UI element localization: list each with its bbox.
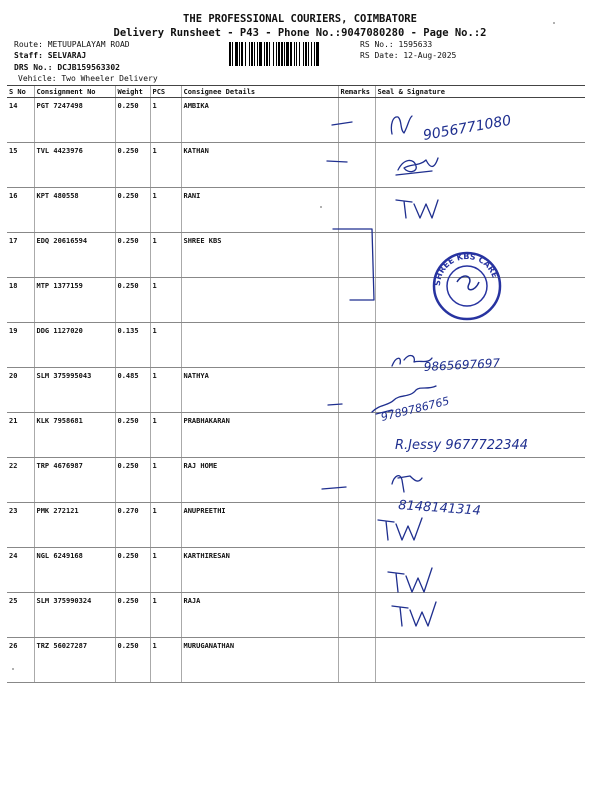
remark-bracket <box>333 229 374 300</box>
col-remarks: Remarks <box>338 86 375 98</box>
signature-tw <box>396 200 438 218</box>
scan-speck <box>320 206 322 208</box>
cell-weight: 0.250 <box>115 278 150 323</box>
runsheet-subtitle: Delivery Runsheet - P43 - Phone No.:9047080280 - Page No.:2 <box>113 27 487 39</box>
cell-consignment: NGL 6249168 <box>34 548 115 593</box>
cell-consignment: SLM 375995043 <box>34 368 115 413</box>
cell-consignee: SHREE KBS <box>181 233 338 278</box>
signature-tw <box>392 602 436 626</box>
cell-weight: 0.250 <box>115 413 150 458</box>
vehicle-label: Vehicle: Two Wheeler Delivery <box>18 74 158 83</box>
signature-number: 8148141314 <box>397 498 482 519</box>
cell-sno: 14 <box>7 98 34 143</box>
cell-weight: 0.270 <box>115 503 150 548</box>
col-weight: Weight <box>115 86 150 98</box>
cell-pcs: 1 <box>150 458 181 503</box>
cell-consignment: MTP 1377159 <box>34 278 115 323</box>
cell-sno: 23 <box>7 503 34 548</box>
cell-consignee: RANI <box>181 188 338 233</box>
rs-date: RS Date: 12-Aug-2025 <box>360 51 457 60</box>
cell-weight: 0.250 <box>115 143 150 188</box>
cell-pcs: 1 <box>150 503 181 548</box>
signature-number: 9056771080 <box>421 112 513 144</box>
remark-mark <box>328 404 342 405</box>
cell-consignee: KARTHIRESAN <box>181 548 338 593</box>
cell-weight: 0.485 <box>115 368 150 413</box>
signature-tw <box>388 568 432 592</box>
cell-consignee: RAJA <box>181 593 338 638</box>
cell-weight: 0.250 <box>115 98 150 143</box>
cell-pcs: 1 <box>150 98 181 143</box>
signature-number: R.Jessy 9677722344 <box>395 438 529 453</box>
cell-sno: 24 <box>7 548 34 593</box>
cell-consignment: TRZ 56027287 <box>34 638 115 683</box>
cell-weight: 0.250 <box>115 638 150 683</box>
stamp-text: SHREE KBS CARE <box>432 251 500 287</box>
stamp <box>433 252 500 319</box>
cell-weight: 0.250 <box>115 233 150 278</box>
cell-consignment: PMK 272121 <box>34 503 115 548</box>
cell-pcs: 1 <box>150 368 181 413</box>
cell-sno: 18 <box>7 278 34 323</box>
col-consignment: Consignment No <box>34 86 115 98</box>
remark-mark <box>332 122 352 125</box>
cell-weight: 0.250 <box>115 593 150 638</box>
signature-scribble <box>391 116 412 134</box>
cell-consignment: PGT 7247498 <box>34 98 115 143</box>
cell-sno: 21 <box>7 413 34 458</box>
cell-sno: 20 <box>7 368 34 413</box>
route-label: Route: METUUPALAYAM ROAD <box>14 40 130 49</box>
rs-number: RS No.: 1595633 <box>360 40 433 49</box>
cell-consignment: EDQ 20616594 <box>34 233 115 278</box>
cell-consignment: KLK 7958681 <box>34 413 115 458</box>
cell-pcs: 1 <box>150 233 181 278</box>
cell-sno: 19 <box>7 323 34 368</box>
cell-consignee: AMBIKA <box>181 98 338 143</box>
cell-consignment: TVL 4423976 <box>34 143 115 188</box>
staff-label: Staff: SELVARAJ <box>14 51 87 60</box>
remark-mark <box>322 487 346 489</box>
drs-number: DRS No.: DCJB159563302 <box>14 63 120 72</box>
cell-pcs: 1 <box>150 188 181 233</box>
cell-consignee: KATHAN <box>181 143 338 188</box>
cell-pcs: 1 <box>150 593 181 638</box>
cell-pcs: 1 <box>150 413 181 458</box>
cell-pcs: 1 <box>150 278 181 323</box>
col-pcs: PCS <box>150 86 181 98</box>
remark-mark <box>327 161 347 162</box>
scan-speck <box>12 668 14 670</box>
cell-pcs: 1 <box>150 323 181 368</box>
cell-sno: 26 <box>7 638 34 683</box>
col-sno: S No <box>7 86 34 98</box>
signature-scribble <box>392 476 422 492</box>
cell-weight: 0.135 <box>115 323 150 368</box>
signature-scribble <box>398 158 438 172</box>
col-signature: Seal & Signature <box>375 86 585 98</box>
cell-consignee: NATHYA <box>181 368 338 413</box>
cell-sno: 15 <box>7 143 34 188</box>
cell-sno: 16 <box>7 188 34 233</box>
cell-consignee: PRABHAKARAN <box>181 413 338 458</box>
signature-number: 9789786765 <box>379 394 451 424</box>
signature-number: 9865697697 <box>423 356 501 374</box>
cell-sno: 17 <box>7 233 34 278</box>
cell-pcs: 1 <box>150 548 181 593</box>
cell-weight: 0.250 <box>115 188 150 233</box>
company-title: THE PROFESSIONAL COURIERS, COIMBATORE <box>183 13 417 25</box>
cell-consignment: DDG 1127020 <box>34 323 115 368</box>
cell-consignee: ANUPREETHI <box>181 503 338 548</box>
cell-pcs: 1 <box>150 638 181 683</box>
signature-tw <box>378 518 422 540</box>
scan-speck <box>553 22 555 24</box>
cell-consignment: KPT 480558 <box>34 188 115 233</box>
cell-consignee: RAJ HOME <box>181 458 338 503</box>
cell-consignment: SLM 375990324 <box>34 593 115 638</box>
cell-weight: 0.250 <box>115 458 150 503</box>
cell-pcs: 1 <box>150 143 181 188</box>
cell-sno: 25 <box>7 593 34 638</box>
col-consignee: Consignee Details <box>181 86 338 98</box>
cell-consignment: TRP 4676987 <box>34 458 115 503</box>
cell-sno: 22 <box>7 458 34 503</box>
cell-weight: 0.250 <box>115 548 150 593</box>
cell-consignee: MURUGANATHAN <box>181 638 338 683</box>
